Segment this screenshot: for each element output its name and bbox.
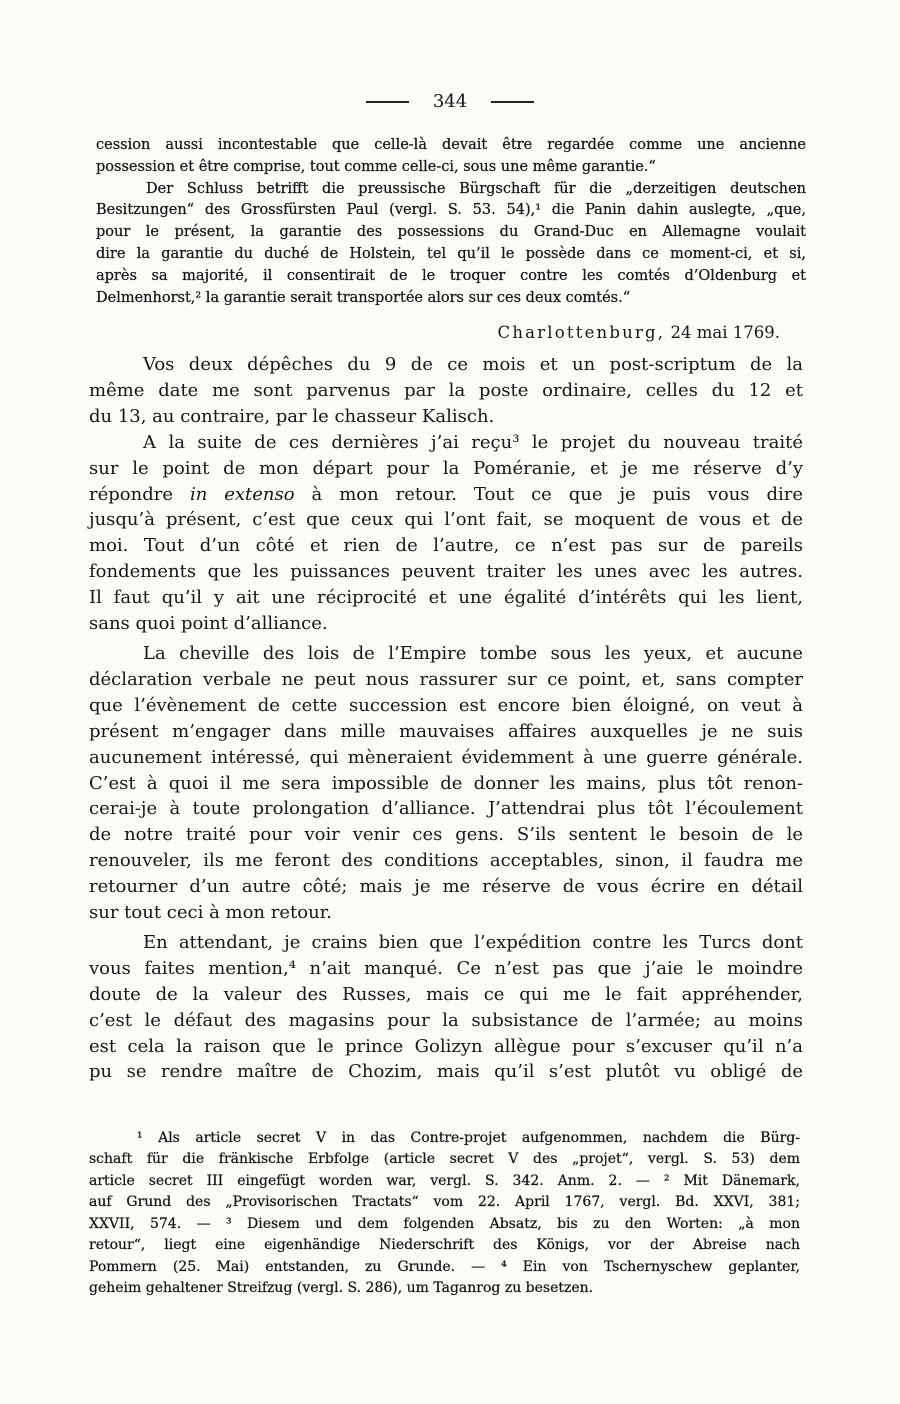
text-line: sur tout ceci à mon retour. xyxy=(89,902,333,924)
dateline-place: Charlottenburg, xyxy=(497,323,666,342)
text-line: pu se rendre maître de Chozim, mais qu’il s’est plutôt vu obligé de xyxy=(89,1061,803,1083)
text-line: sans quoi point d’alliance. xyxy=(89,613,328,635)
text-line: présent m’engager dans mille mauvaises affaires auxquelles je ne suis xyxy=(89,720,803,742)
text-line: Pommern (25. Mai) entstanden, zu Grunde. — ⁴ Ein von Tschernyschew geplanter, xyxy=(89,1258,800,1275)
paragraph xyxy=(89,930,803,1085)
italic-text: in extenso xyxy=(189,483,295,505)
preamble-note xyxy=(96,135,806,309)
text-line: Besitzungen“ des Grossfürsten Paul (vergl. S. 53. 54),¹ die Panin dahin auslegte, „que, xyxy=(96,202,806,219)
text-line: que l’évènement de cette succession est encore bien éloigné, on veut à xyxy=(89,694,803,716)
text-line: cerai-je à toute prolongation d’alliance. J’attendrai plus tôt l’écoulement xyxy=(89,798,803,820)
text-line: Il faut qu’il y ait une réciprocité et une égalité d’intérêts qui les lient, xyxy=(89,587,803,609)
text-line: répondre in extenso à mon retour. Tout ce que je puis vous dire xyxy=(89,483,803,505)
header-rule-left xyxy=(366,101,409,103)
text-line: ¹ Als article secret V in das Contre-projet aufgenommen, nachdem die Bürg- xyxy=(137,1130,800,1146)
footnote-paragraph xyxy=(89,1128,800,1300)
text-line: cession aussi incontestable que celle-là devait être regardée comme une ancienne xyxy=(96,137,806,153)
text-line: A la suite de ces dernières j’ai reçu³ le projet du nouveau traité xyxy=(143,431,803,453)
text-line: est cela la raison que le prince Golizyn allègue pour s’excuser qu’il n’a xyxy=(89,1035,803,1057)
footnotes xyxy=(89,1128,800,1300)
text-line: pour le présent, la garantie des possessions du Grand-Duc en Allemagne voulait xyxy=(96,224,806,241)
text-line: du 13, au contraire, par le chasseur Kalisch. xyxy=(89,405,495,427)
header-rule-right xyxy=(491,101,534,103)
letter-body xyxy=(89,352,803,1085)
text-line: schaft für die fränkische Erbfolge (article secret V des „projet“, vergl. S. 53) dem xyxy=(89,1151,800,1168)
text-line: Vos deux dépêches du 9 de ce mois et un post-scriptum de la xyxy=(143,354,803,375)
text-line: retour“, liegt eine eigenhändige Niederschrift des Königs, vor der Abreise nach xyxy=(89,1237,800,1254)
dateline xyxy=(498,322,780,344)
text-line: La cheville des lois de l’Empire tombe sous les yeux, et aucune xyxy=(143,642,803,664)
paragraph xyxy=(96,135,806,179)
page-header xyxy=(0,90,900,114)
text-line: de notre traité pour voir venir ces gens. S’ils sentent le besoin de le xyxy=(89,824,803,846)
text-line: moi. Tout d’un côté et rien de l’autre, ce n’est pas sur de pareils xyxy=(89,535,803,557)
text-line: dire la garantie du duché de Holstein, tel qu’il le possède dans ce moment-ci, et si, xyxy=(96,245,806,262)
paragraph xyxy=(96,179,806,310)
text-line: retourner d’un autre côté; mais je me réserve de vous écrire en détail xyxy=(89,876,803,898)
paragraph xyxy=(89,430,803,637)
text-line: possession et être comprise, tout comme celle-ci, sous une même garantie.“ xyxy=(96,158,656,175)
text-line: En attendant, je crains bien que l’expédition contre les Turcs dont xyxy=(143,931,803,953)
text-line: XXVII, 574. — ³ Diesem und dem folgenden Absatz, bis zu den Worten: „à mon xyxy=(89,1215,800,1232)
text-line: même date me sont parvenus par la poste ordinaire, celles du 12 et xyxy=(89,379,803,401)
text-line: jusqu’à présent, c’est que ceux qui l’ont fait, se moquent de vous et de xyxy=(89,509,803,531)
text-line: vous faites mention,⁴ n’ait manqué. Ce n’est pas que j’aie le moindre xyxy=(89,957,803,979)
dateline-date: 24 mai 1769. xyxy=(670,323,780,342)
text-line: geheim gehaltener Streifzug (vergl. S. 286), um Taganrog zu besetzen. xyxy=(89,1280,594,1297)
text-line: Der Schluss betrifft die preussische Bürgschaft für die „derzeitigen deutschen xyxy=(146,180,806,197)
text-line: aucunement intéressé, qui mèneraient évidemment à une guerre générale. xyxy=(89,746,803,768)
text-line: sur le point de mon départ pour la Poméranie, et je me réserve d’y xyxy=(89,457,803,479)
paragraph xyxy=(89,352,803,430)
text-line: auf Grund des „Provisorischen Tractats“ vom 22. April 1767, vergl. Bd. XXVI, 381; xyxy=(89,1194,800,1211)
text-line: après sa majorité, il consentirait de le troquer contre les comtés d’Oldenburg et xyxy=(96,267,806,284)
text-line: C’est à quoi il me sera impossible de donner les mains, plus tôt renon- xyxy=(89,772,803,794)
text-line: fondements que les puissances peuvent traiter les unes avec les autres. xyxy=(89,561,803,583)
paragraph xyxy=(89,641,803,926)
text-line: article secret III eingefügt worden war, vergl. S. 342. Anm. 2. — ² Mit Dänemark, xyxy=(89,1172,800,1189)
page-number: 344 xyxy=(432,91,468,112)
text-line: déclaration verbale ne peut nous rassurer sur ce point, et, sans compter xyxy=(89,668,803,690)
text-line: doute de la valeur des Russes, mais ce qui me le fait appréhender, xyxy=(89,983,803,1005)
text-line: Delmenhorst,² la garantie serait transportée alors sur ces deux comtés.“ xyxy=(96,289,631,306)
text-line: c’est le défaut des magasins pour la subsistance de l’armée; au moins xyxy=(89,1009,803,1031)
text-line: renouveler, ils me feront des conditions acceptables, sinon, il faudra me xyxy=(89,850,803,872)
